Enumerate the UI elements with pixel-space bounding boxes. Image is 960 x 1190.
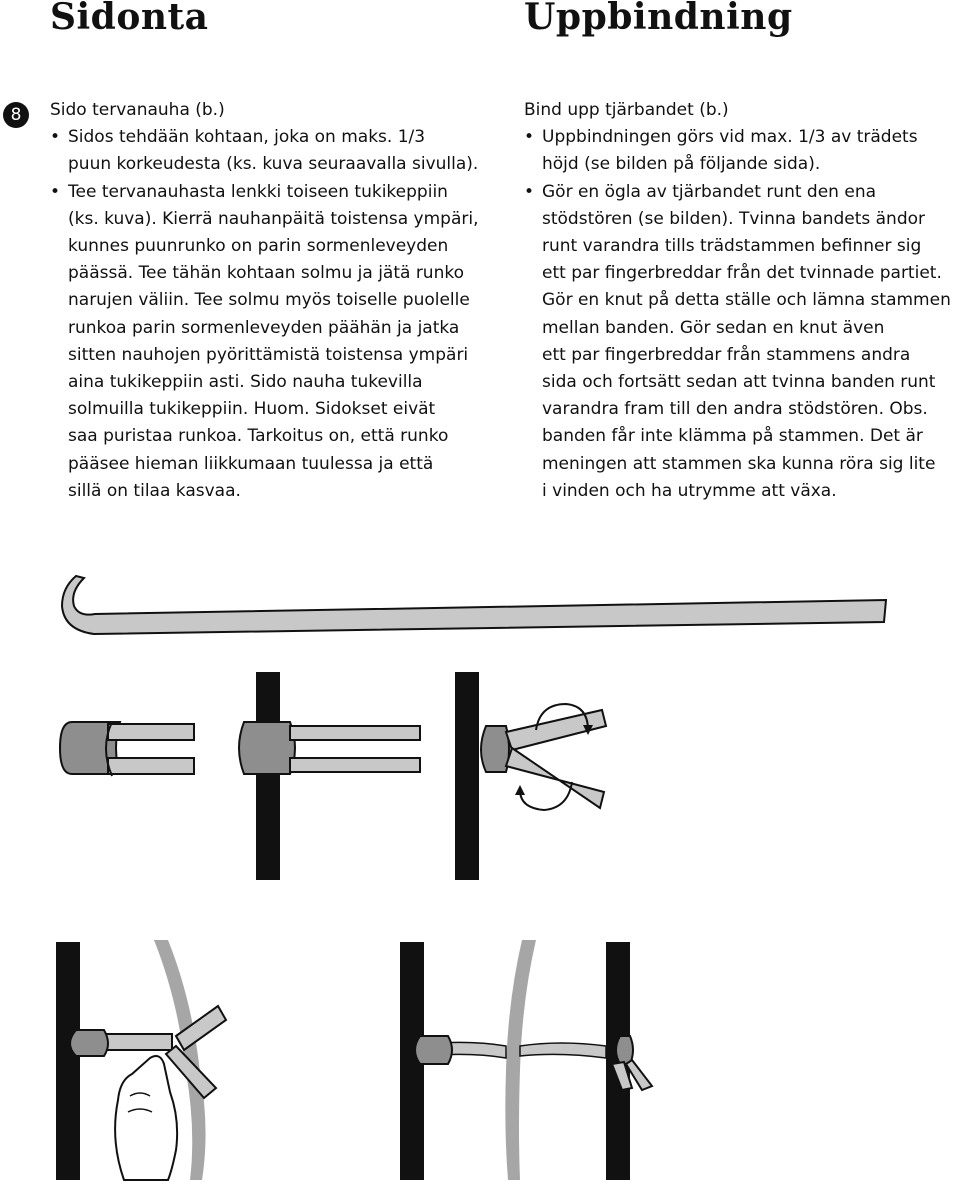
knot-with-finger-gauge (56, 940, 226, 1180)
finished-binding (400, 940, 652, 1180)
swedish-bullet: • Uppbindningen görs vid max. 1/3 av trädets höjd (se bilden på följande sida). (524, 124, 960, 178)
title-swedish: Uppbindning (524, 0, 793, 38)
step-number-badge: 8 (3, 102, 29, 128)
tar-band-strip (62, 576, 886, 634)
finnish-bullet: • Sidos tehdään kohtaan, joka on maks. 1/3 puun korkeudesta (ks. kuva seuraavalla sivulla). (50, 124, 480, 178)
support-pole-loop (239, 672, 420, 880)
swedish-heading: Bind upp tjärbandet (b.) (524, 100, 729, 120)
swedish-bullet-list (524, 124, 960, 505)
finnish-bullet-list (50, 124, 480, 505)
finnish-bullet: • Tee tervanauhasta lenkki toiseen tukikeppiin (ks. kuva). Kierrä nauhanpäitä toistensa ympäri, kunnes puunrunko on parin sormenleveyden päässä. Tee tähän kohtaan solmu ja jätä runko narujen väliin. Tee solmu myös toiselle puolelle runkoa parin sormenleveyden päähän ja jatka sitten nauhojen pyörittämistä toistensa ympäri aina tukikeppiin asti. Sido nauha tukevilla solmuilla tukikeppiin. Huom. Sidokset eivät saa puristaa runkoa. Tarkoitus on, että runko pääsee hieman liikkumaan tuulessa ja että sillä on tilaa kasvaa. (50, 179, 480, 505)
swedish-bullet: • Gör en ögla av tjärbandet runt den ena stödstören (se bilden). Tvinna bandets ändor runt varandra tills trädstammen befinner sig ett par fingerbreddar från det tvinnade partiet. Gör en knut på detta ställe och lämna stammen mellan banden. Gör sedan en knut även ett par fingerbreddar från stammens andra sida och fortsätt sedan att tvinna banden runt varandra fram till den andra stödstören. Obs. banden får inte klämma på stammen. Det är meningen att stammen ska kunna röra sig lite i vinden och ha utrymme att växa. (524, 179, 960, 505)
finnish-heading: Sido tervanauha (b.) (50, 100, 225, 120)
band-loop (60, 722, 194, 776)
support-pole-twist (455, 672, 606, 880)
swedish-instructions (524, 97, 960, 505)
finnish-instructions (50, 97, 480, 505)
tying-illustration (0, 560, 960, 1190)
title-finnish: Sidonta (50, 0, 209, 38)
